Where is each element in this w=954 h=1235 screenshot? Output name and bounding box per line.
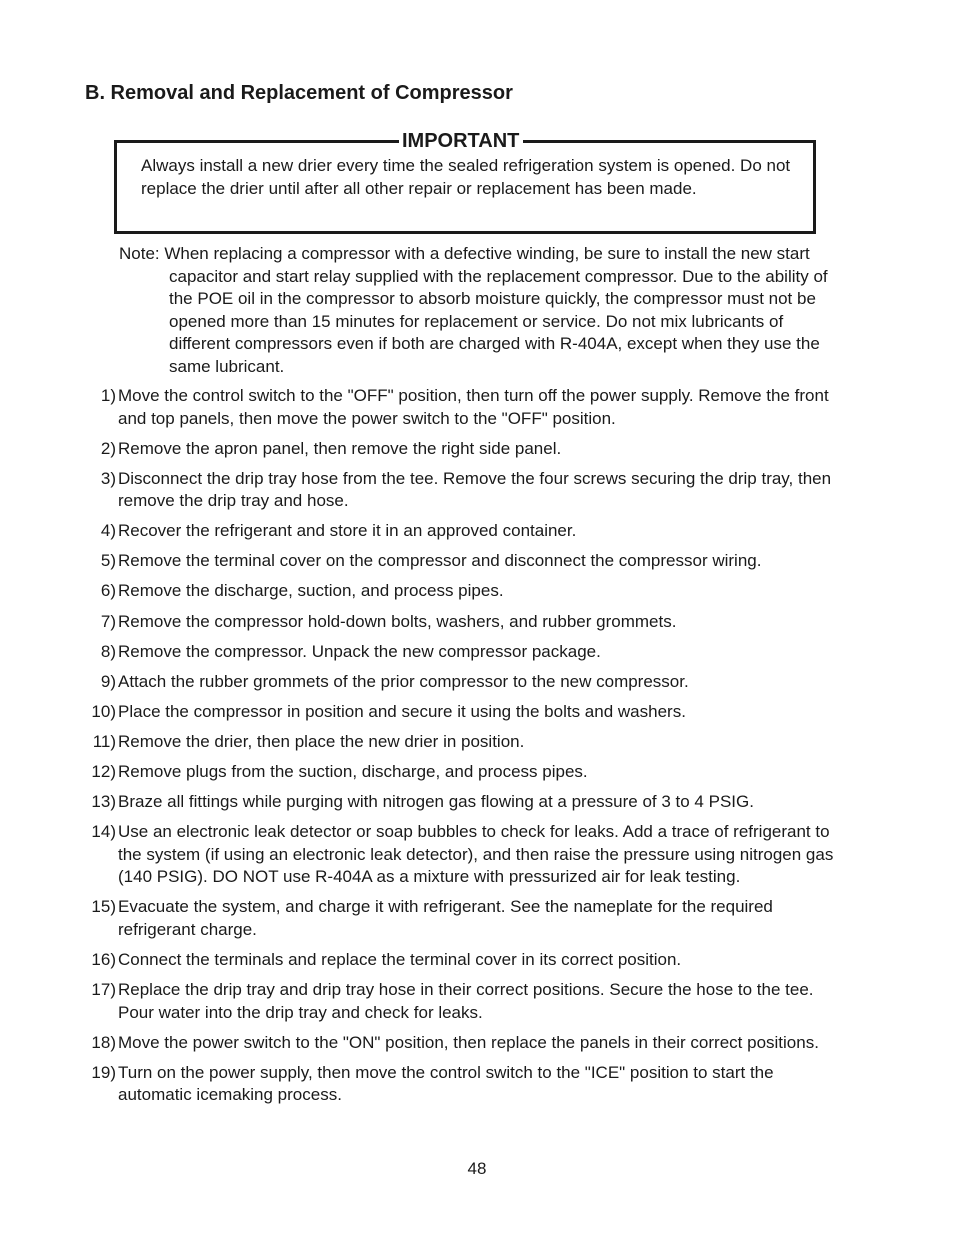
step-item — [84, 701, 844, 724]
step-text: Evacuate the system, and charge it with refrigerant. See the nameplate for the required refrigerant charge. — [118, 897, 773, 939]
step-item — [84, 979, 844, 1024]
important-notice-box — [114, 130, 816, 234]
step-number: 1) — [100, 386, 116, 405]
step-number: 14) — [91, 822, 116, 842]
step-number: 13) — [91, 792, 116, 812]
step-item — [84, 550, 844, 573]
step-number: 5) — [100, 551, 116, 571]
step-number: 12) — [91, 762, 116, 782]
step-number: 18) — [91, 1032, 116, 1052]
step-item — [84, 791, 844, 814]
step-text: Move the control switch to the "OFF" position, then turn off the power supply. Remove the front and top panels, then move the power switch to the "OFF" position. — [118, 386, 829, 428]
step-item — [84, 731, 844, 754]
step-text: Remove the compressor hold-down bolts, washers, and rubber grommets. — [118, 611, 677, 631]
step-item — [84, 580, 844, 603]
step-text: Connect the terminals and replace the terminal cover in its correct position. — [118, 949, 682, 969]
step-number: 11) — [92, 731, 116, 751]
step-item — [84, 761, 844, 784]
step-item — [84, 641, 844, 664]
procedure-steps — [84, 385, 844, 1114]
step-text: Disconnect the drip tray hose from the tee. Remove the four screws securing the drip tray, then remove the drip tray and hose. — [118, 468, 832, 511]
step-text: Remove the apron panel, then remove the right side panel. — [118, 438, 562, 458]
step-text: Remove the drier, then place the new drier in position. — [118, 731, 525, 751]
step-text: Recover the refrigerant and store it in an approved container. — [118, 521, 577, 541]
step-text: Attach the rubber grommets of the prior compressor to the new compressor. — [118, 671, 689, 691]
step-item — [84, 1062, 844, 1107]
step-item — [84, 896, 844, 941]
section-heading: B. Removal and Replacement of Compressor — [85, 82, 513, 104]
step-number: 10) — [91, 701, 116, 721]
step-text: Move the power switch to the "ON" position, then replace the panels in their correct positions. — [118, 1032, 819, 1052]
step-number: 16) — [91, 949, 116, 969]
step-text: Braze all fittings while purging with nitrogen gas flowing at a pressure of 3 to 4 PSIG. — [118, 792, 754, 812]
step-number: 7) — [100, 611, 116, 631]
step-number: 17) — [91, 980, 116, 999]
step-number: 6) — [100, 581, 116, 601]
step-text: Remove the terminal cover on the compressor and disconnect the compressor wiring. — [118, 551, 762, 571]
step-item — [84, 520, 844, 543]
step-item — [84, 385, 844, 430]
step-item — [84, 438, 844, 461]
step-number: 4) — [100, 521, 116, 541]
step-number: 19) — [91, 1062, 116, 1082]
step-number: 8) — [100, 641, 116, 661]
page-number: 48 — [467, 1159, 487, 1178]
important-label: IMPORTANT — [399, 130, 523, 152]
step-text: Remove plugs from the suction, discharge, and process pipes. — [118, 762, 588, 782]
step-text: Place the compressor in position and secure it using the bolts and washers. — [118, 701, 686, 721]
step-item — [84, 671, 844, 694]
step-text: Use an electronic leak detector or soap bubbles to check for leaks. Add a trace of refrigerant to the system (if using an electronic leak detector), and then raise the pressure using nitrogen gas (140 PSIG). DO NOT use R-404A as a mixture with pressurized air for leak testing. — [118, 822, 834, 887]
step-item — [84, 821, 844, 889]
step-text: Remove the discharge, suction, and process pipes. — [118, 581, 504, 601]
step-item — [84, 468, 844, 513]
step-text: Turn on the power supply, then move the control switch to the "ICE" position to start the automatic icemaking process. — [118, 1062, 774, 1105]
step-number: 9) — [100, 671, 116, 691]
important-text: Always install a new drier every time the sealed refrigeration system is opened. Do not replace the drier until after all other repair or replacement has been made. — [141, 156, 791, 198]
step-item — [84, 1032, 844, 1055]
step-number: 3) — [100, 468, 116, 488]
step-text: Replace the drip tray and drip tray hose in their correct positions. Secure the hose to the tee. Pour water into the drip tray and check for leaks. — [118, 980, 814, 1022]
step-number: 15) — [91, 897, 116, 917]
step-text: Remove the compressor. Unpack the new compressor package. — [118, 641, 601, 661]
compressor-note: Note: When replacing a compressor with a defective winding, be sure to install the new start capacitor and start relay supplied with the replacement compressor. Due to the ability of the POE oil in the compressor to absorb moisture quickly, the compressor must not be opened more than 15 minutes for replacement or service. Do not mix lubricants of different compressors even if both are charged with R-404A, except when they use the same lubricant. — [119, 244, 828, 376]
step-item — [84, 611, 844, 634]
step-number: 2) — [100, 438, 116, 458]
step-item — [84, 949, 844, 972]
